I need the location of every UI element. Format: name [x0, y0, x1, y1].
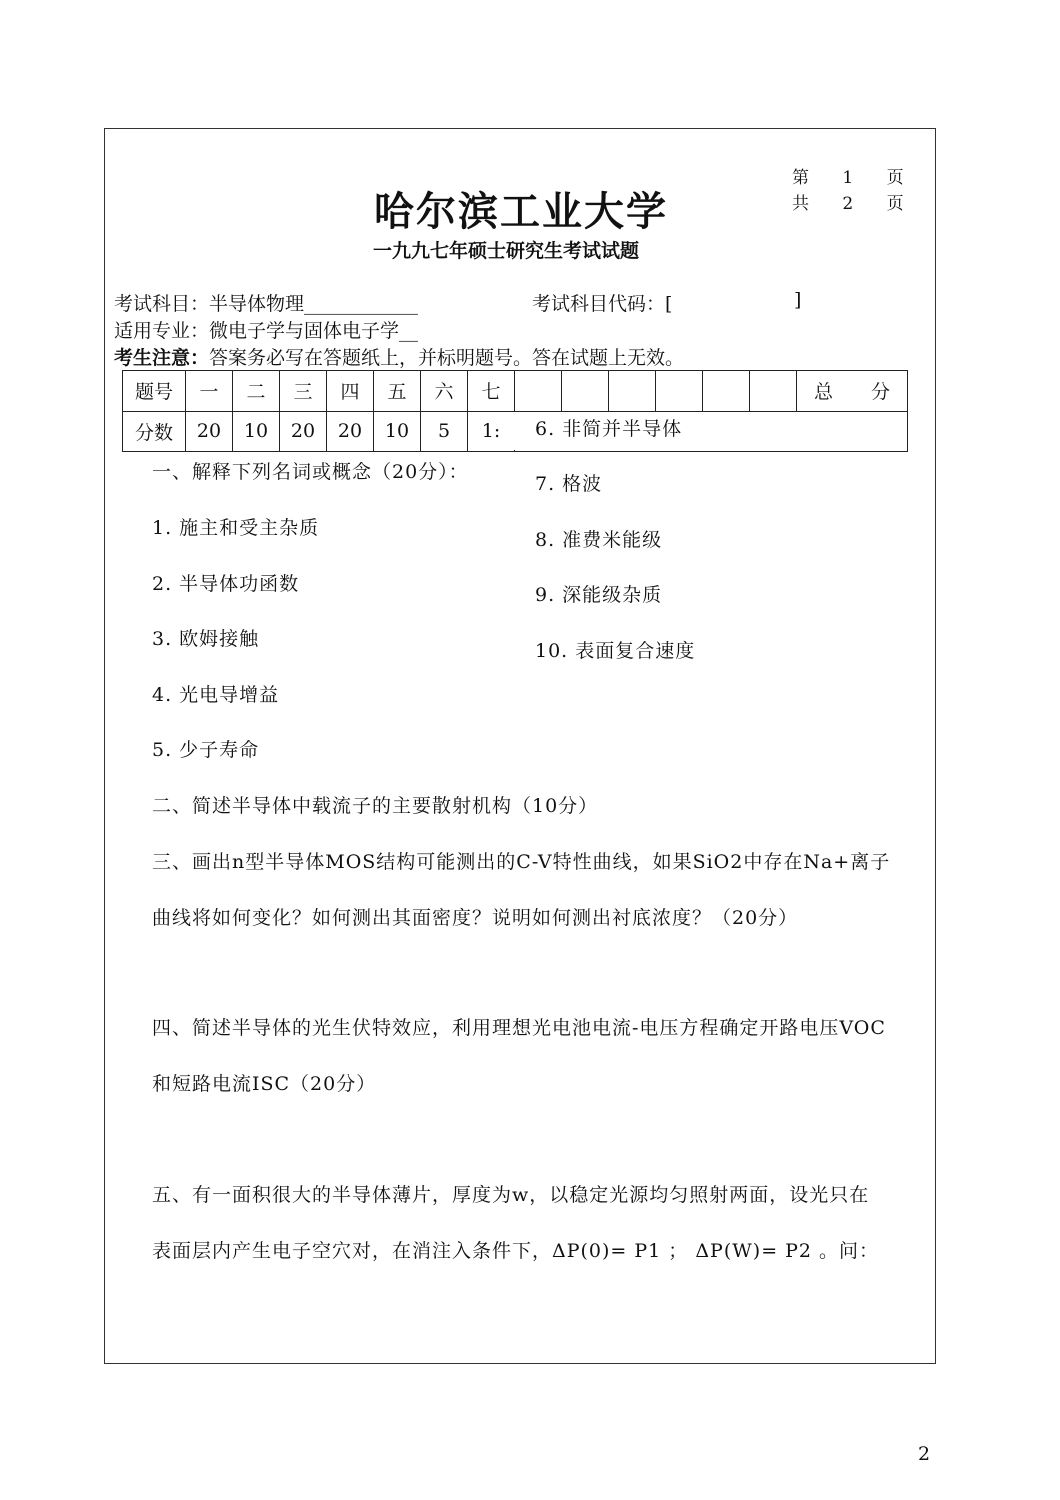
question-col-5: 五	[374, 371, 421, 412]
score-cell-6: 5	[421, 411, 468, 452]
blank-cell	[562, 371, 609, 412]
notice-line	[114, 343, 684, 370]
question-col-6: 六	[421, 371, 468, 412]
term-item: 2. 半导体功函数	[152, 573, 300, 595]
score-table-header-row	[123, 371, 908, 412]
blank-cell	[515, 371, 562, 412]
major-label: 适用专业：	[114, 320, 210, 342]
score-cell-4: 20	[327, 411, 374, 452]
term-item: 6. 非简并半导体	[535, 418, 683, 440]
section-4-line-2: 和短路电流ISC（20分）	[152, 1073, 377, 1095]
term-item: 3. 欧姆接触	[152, 628, 260, 650]
section-1-heading: 一、解释下列名词或概念（20分）：	[152, 461, 469, 483]
term-item: 1. 施主和受主杂质	[152, 517, 320, 539]
term-item: 7. 格波	[535, 473, 603, 495]
total-score-cell	[797, 411, 908, 452]
score-cell-1: 20	[186, 411, 233, 452]
major-value: 微电子学与固体电子学__	[209, 320, 419, 342]
notice-label: 考生注意：	[114, 347, 210, 369]
section-4-line-1: 四、简述半导体的光生伏特效应，利用理想光电池电流-电压方程确定开路电压VOC	[152, 1017, 886, 1039]
section-3-line-1: 三、画出n型半导体MOS结构可能测出的C-V特性曲线，如果SiO2中存在Na+离子	[152, 851, 891, 873]
subject-value: 半导体物理____________	[209, 293, 419, 315]
question-col-3: 三	[280, 371, 327, 412]
section-3-line-2: 曲线将如何变化？如何测出其面密度？说明如何测出衬底浓度？（20分）	[152, 907, 799, 929]
blank-cell	[703, 371, 750, 412]
question-number-header: 题号	[123, 371, 186, 412]
blank-cell	[656, 371, 703, 412]
question-col-2: 二	[233, 371, 280, 412]
score-cell-5: 10	[374, 411, 421, 452]
term-item: 4. 光电导增益	[152, 684, 280, 706]
question-col-1: 一	[186, 371, 233, 412]
question-col-4: 四	[327, 371, 374, 412]
blank-cell	[750, 371, 797, 412]
exam-title: 一九九七年硕士研究生考试试题	[373, 240, 640, 262]
term-item: 8. 准费米能级	[535, 529, 663, 551]
score-row-header: 分数	[123, 411, 186, 452]
subject-label: 考试科目：	[114, 293, 210, 315]
section-5-line-1: 五、有一面积很大的半导体薄片，厚度为w，以稳定光源均匀照射两面，设光只在	[152, 1184, 870, 1206]
major-line	[114, 316, 418, 343]
term-item: 10. 表面复合速度	[535, 640, 696, 662]
subject-code-close: ]	[794, 289, 802, 311]
page-info-total: 共 2 页	[792, 194, 918, 214]
total-score-header: 总 分	[797, 371, 908, 412]
page-info-current: 第 1 页	[792, 168, 918, 188]
notice-text: 答案务必写在答题纸上，并标明题号。答在试题上无效。	[209, 347, 685, 369]
subject-code-label: 考试科目代码：[	[532, 293, 673, 315]
score-cell-2: 10	[233, 411, 280, 452]
section-2-question: 二、简述半导体中载流子的主要散射机构（10分）	[152, 795, 599, 817]
subject-line	[114, 289, 418, 316]
section-5-line-2: 表面层内产生电子空穴对，在消注入条件下，ΔP(0)= P1 ； ΔP(W)= P2 。问：	[152, 1240, 880, 1262]
question-col-7: 七	[468, 371, 515, 412]
term-item: 9. 深能级杂质	[535, 584, 663, 606]
page-number: 2	[918, 1443, 931, 1465]
score-cell-7: 1:	[468, 411, 515, 452]
university-title: 哈尔滨工业大学	[374, 188, 668, 235]
score-cell-3: 20	[280, 411, 327, 452]
term-item: 5. 少子寿命	[152, 739, 260, 761]
blank-cell	[609, 371, 656, 412]
